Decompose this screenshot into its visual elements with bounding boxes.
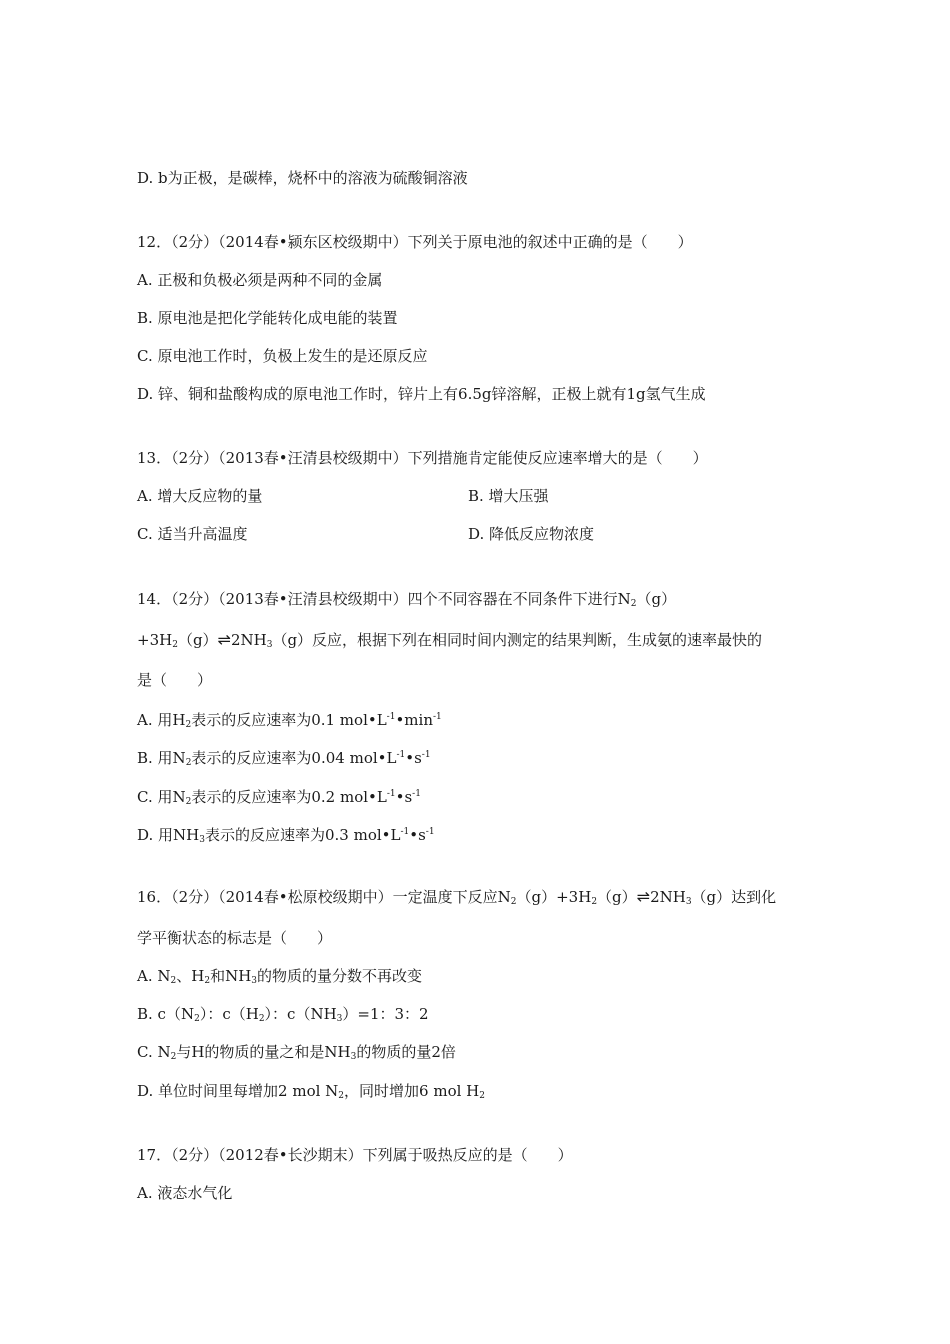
q16-option-a: A. $N_2$、$H_2$和$NH_3$的物质的量分数不再改变 [137,967,423,986]
q16-stem-line1: 16．（2分）（2014春•松原校级期中）一定温度下反应$N_2(g)+3H_2(g)\rightleftharpoons 2NH_3(g)$达到化 [137,887,777,907]
q17-stem: 17．（2分）（2012春•长沙期末）下列属于吸热反应的是（ ） [137,1146,573,1164]
q13-option-a: A. 增大反应物的量 [137,487,263,505]
equilibrium-arrow-icon: ⇌ [636,887,651,906]
q14-stem-line2: $+3H_2(g)\rightleftharpoons 2NH_3(g)$反应，根据下列在相同时间内测定的结果判断，生成氨的速率最快的 [137,630,763,650]
q16-option-c: C. $N_2$与H的物质的量之和是$NH_3$的物质的量2倍 [137,1043,456,1062]
q11-option-d: D. b为正极，是碳棒，烧杯中的溶液为硫酸铜溶液 [137,169,468,187]
q13-option-c: C. 适当升高温度 [137,525,248,543]
q12-option-a: A. 正极和负极必须是两种不同的金属 [137,271,383,289]
q12-option-b: B. 原电池是把化学能转化成电能的装置 [137,309,398,327]
q13-option-b: B. 增大压强 [468,487,549,505]
q13-stem: 13．（2分）（2013春•汪清县校级期中）下列措施肯定能使反应速率增大的是（ ） [137,449,708,467]
q14-option-d: D. 用$NH_3$表示的反应速率为0.3 $mol•L^{-1}•s^{-1}$ [137,826,435,845]
q12-option-d: D. 锌、铜和盐酸构成的原电池工作时，锌片上有6.5g锌溶解，正极上就有1g氢气生成 [137,385,706,403]
q17-option-a: A. 液态水气化 [137,1184,233,1202]
q14-stem-line3: 是（ ） [137,671,213,689]
q14-option-a: A. 用$H_2$表示的反应速率为0.1 $mol•L^{-1}•\min^{-1}$ [137,711,442,730]
q14-stem-line1: 14．（2分）（2013春•汪清县校级期中）四个不同容器在不同条件下进行$N_2(g)$ [137,590,677,609]
q14-option-c: C. 用$N_2$表示的反应速率为0.2 $mol•L^{-1}•s^{-1}$ [137,788,421,807]
q12-stem: 12．（2分）（2014春•颍东区校级期中）下列关于原电池的叙述中正确的是（ ） [137,233,693,251]
q16-option-b: B. $c(N_2)$：$c(H_2)$：$c(NH_3)=1$：3：2 [137,1005,429,1024]
q16-stem-line2: 学平衡状态的标志是（ ） [137,929,333,947]
q13-option-d: D. 降低反应物浓度 [468,525,595,543]
q14-option-b: B. 用$N_2$表示的反应速率为0.04 $mol•L^{-1}•s^{-1}$ [137,749,431,768]
equilibrium-arrow-icon: ⇌ [217,630,231,649]
q12-option-c: C. 原电池工作时，负极上发生的是还原反应 [137,347,428,365]
q16-option-d: D. 单位时间里每增加2 mol $N_2$，同时增加6 mol $H_2$ [137,1082,485,1101]
